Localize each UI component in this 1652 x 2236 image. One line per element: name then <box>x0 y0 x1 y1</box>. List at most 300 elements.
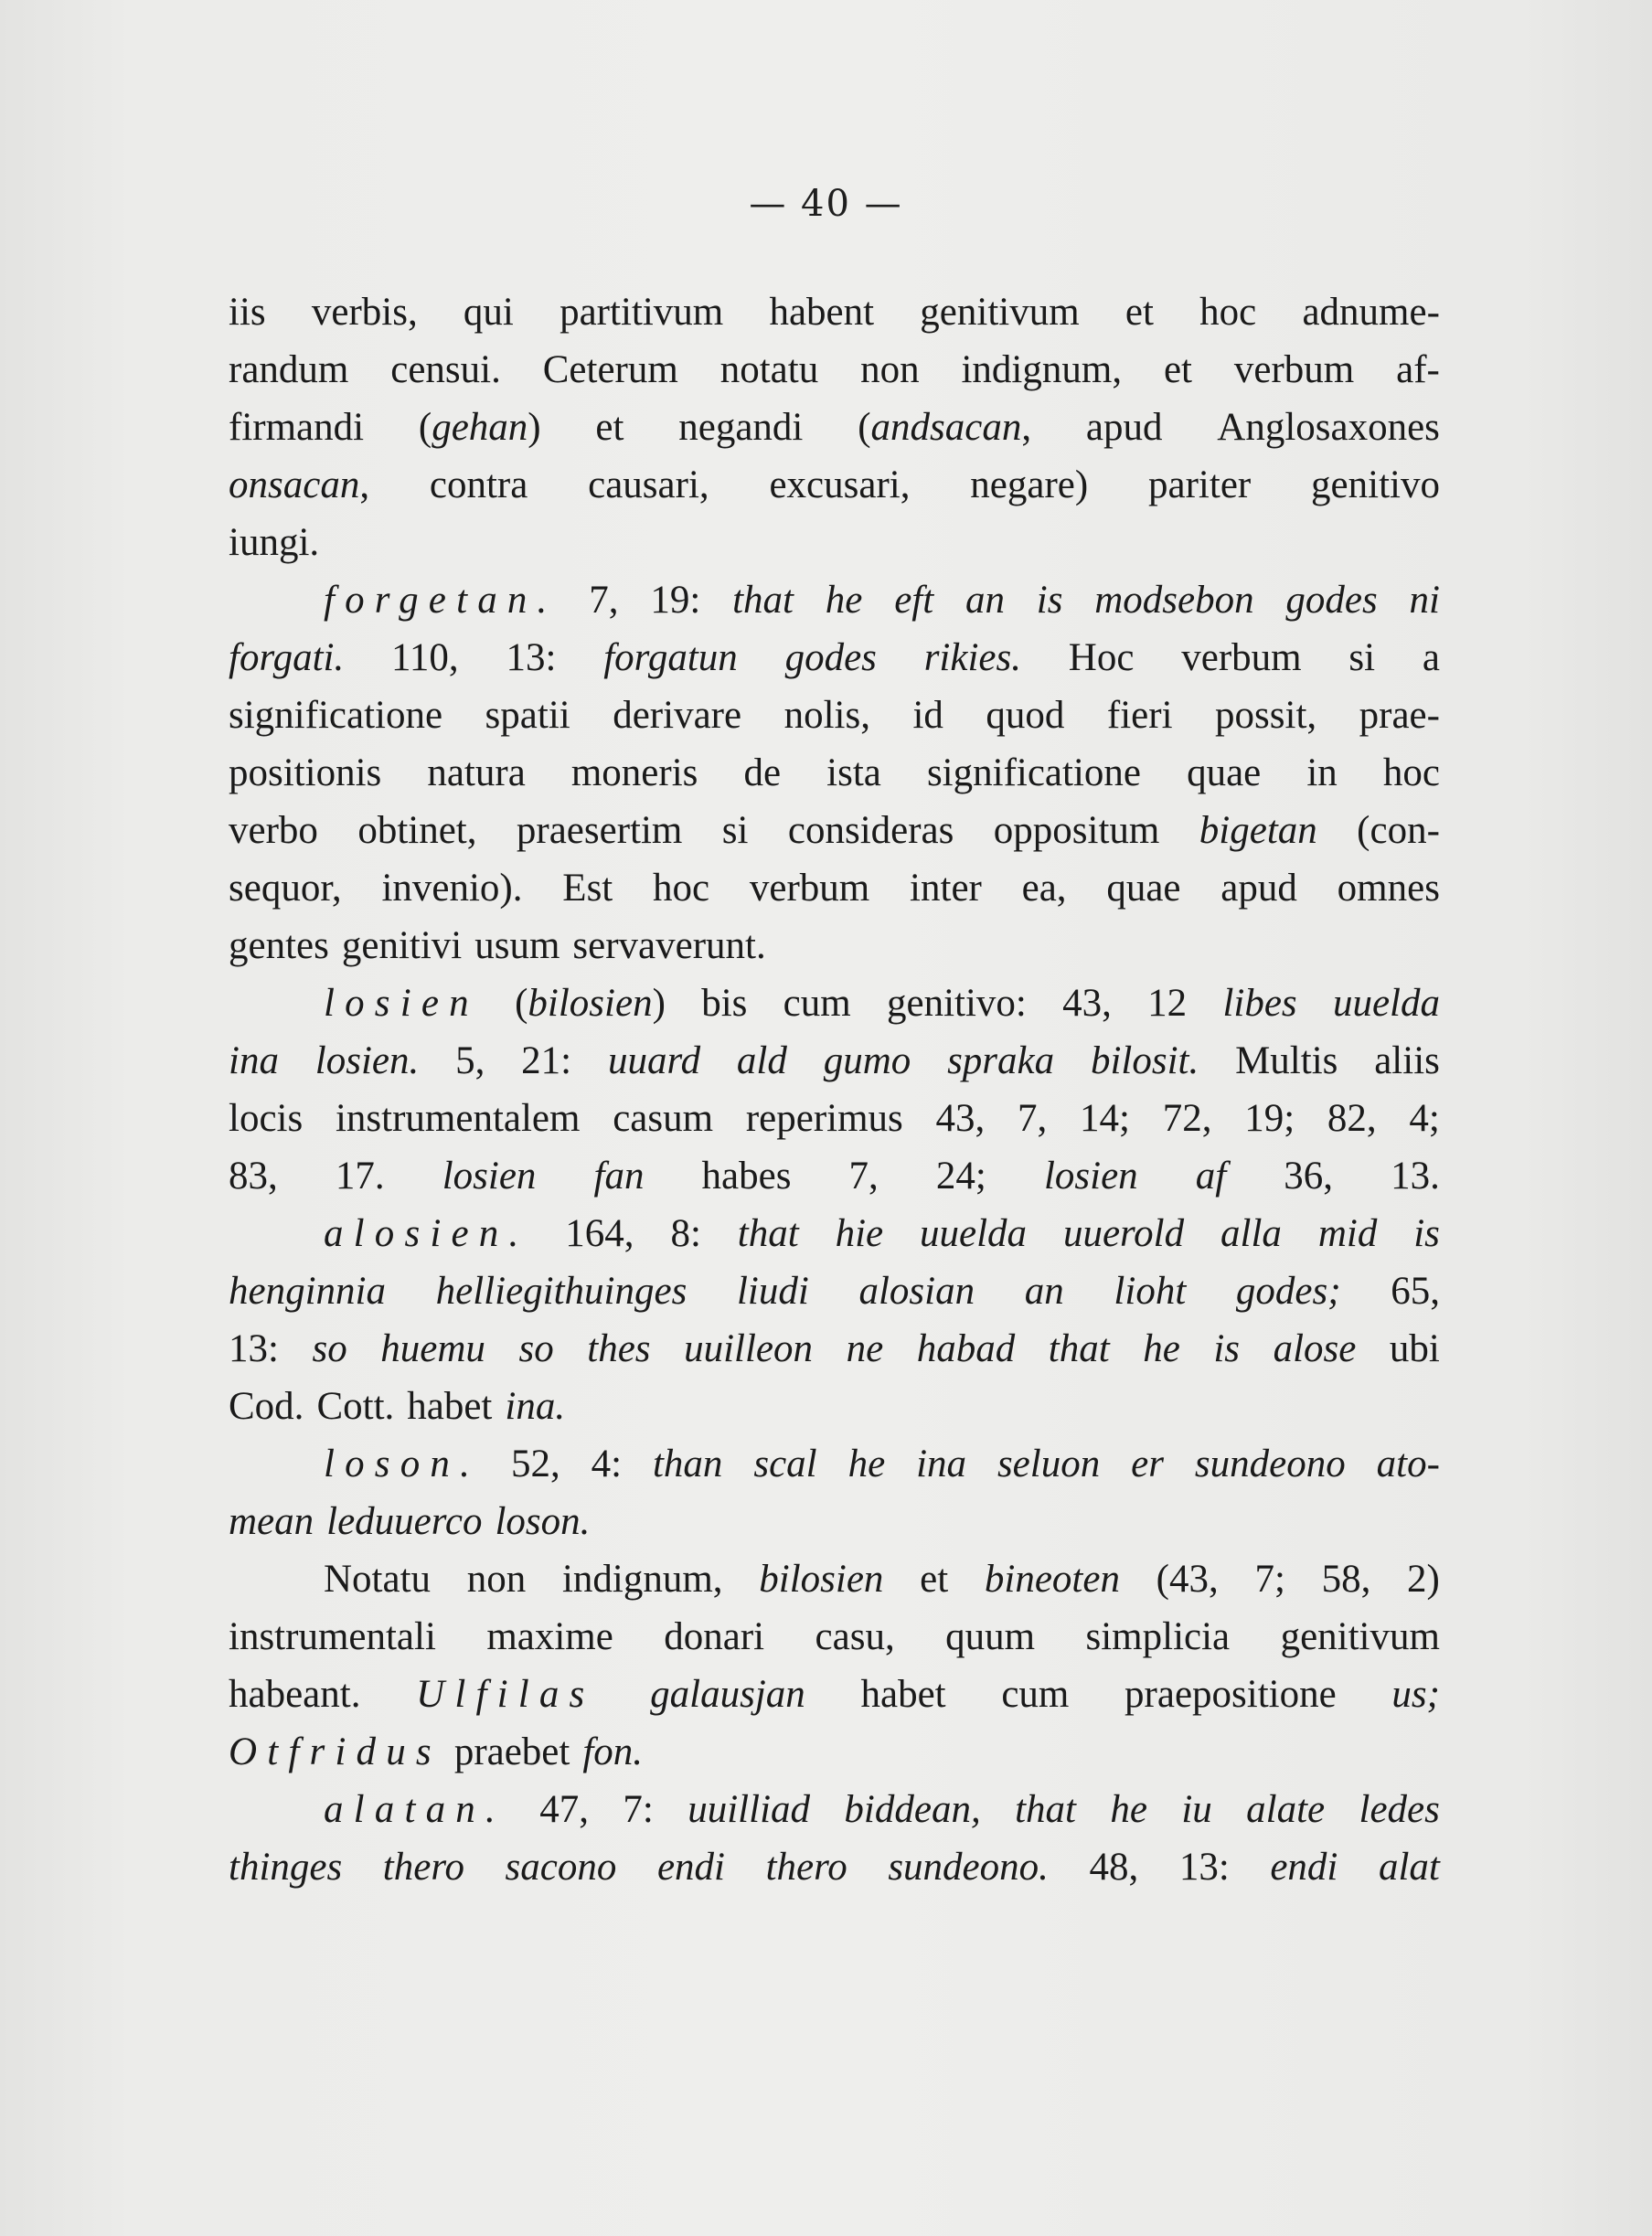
word <box>997 1435 1100 1493</box>
body-text: et <box>920 1558 949 1601</box>
word <box>383 1838 464 1896</box>
word <box>670 1205 700 1262</box>
body-text: 8: <box>670 1212 701 1255</box>
word <box>1195 1435 1346 1493</box>
word <box>860 341 920 399</box>
emphasis-text: alla <box>1220 1212 1282 1255</box>
word <box>970 456 1088 514</box>
body-text: bis <box>701 982 748 1025</box>
emphasis-text: habad <box>916 1327 1016 1370</box>
emphasis-text: iu <box>1181 1788 1212 1831</box>
word <box>539 1781 589 1838</box>
word <box>1179 1838 1230 1896</box>
word <box>965 571 1005 629</box>
body-text: inter <box>910 867 982 910</box>
text-line <box>229 1435 1440 1493</box>
emphasis-text: than <box>652 1443 723 1485</box>
word <box>1143 1320 1180 1378</box>
emphasis-text: is <box>1036 579 1063 622</box>
body-text: , <box>359 463 370 506</box>
body-text: ( <box>858 406 871 449</box>
body-text: 7, <box>1018 1097 1048 1140</box>
word <box>381 859 522 917</box>
body-text: 7: <box>623 1788 654 1831</box>
body-text: habet <box>407 1385 493 1428</box>
word <box>858 1262 975 1320</box>
word <box>769 456 910 514</box>
word <box>1110 1781 1147 1838</box>
text-line <box>229 1378 1440 1435</box>
word <box>1025 1262 1064 1320</box>
word <box>986 687 1064 744</box>
emphasis-text: uuelda <box>920 1212 1028 1255</box>
body-text: a <box>1422 636 1440 679</box>
word <box>229 399 364 456</box>
body-text: genitivo <box>1311 463 1440 506</box>
word <box>229 1666 360 1723</box>
emphasis-text: ledes <box>1359 1788 1440 1831</box>
body-text: gentes <box>229 924 329 967</box>
emphasis-text: liudi <box>736 1270 809 1313</box>
emphasis-text: is <box>1213 1327 1241 1370</box>
emphasis-text: alose <box>1273 1327 1357 1370</box>
word <box>888 1838 1049 1896</box>
body-text: maxime <box>486 1615 613 1658</box>
emphasis-text: godes <box>784 636 877 679</box>
word <box>1235 1032 1338 1090</box>
word <box>419 399 541 456</box>
emphasis-text: seluon <box>997 1443 1101 1485</box>
body-text: invenio). <box>381 867 523 910</box>
word <box>664 1608 764 1666</box>
body-text: negare) <box>970 463 1089 506</box>
word <box>1131 1435 1164 1493</box>
body-text: iis <box>229 291 266 334</box>
word <box>783 974 851 1032</box>
word <box>565 1205 634 1262</box>
body-text: 48, <box>1089 1846 1139 1889</box>
word <box>1423 629 1440 687</box>
text-line <box>229 917 1440 974</box>
word <box>229 1378 304 1435</box>
emphasis-text: an <box>965 579 1005 622</box>
emphasis-text: mid <box>1317 1212 1378 1255</box>
word <box>229 1608 436 1666</box>
emphasis-text: endi <box>1270 1846 1338 1889</box>
emphasis-text: galausjan <box>650 1673 805 1716</box>
word <box>985 1550 1120 1608</box>
word <box>1086 1608 1231 1666</box>
body-text: moneris <box>570 751 698 794</box>
word <box>582 1723 643 1781</box>
word <box>594 1147 645 1205</box>
word <box>1164 341 1192 399</box>
body-text: ) <box>528 406 541 449</box>
body-text: et <box>1124 291 1154 334</box>
word <box>844 1781 980 1838</box>
word <box>1338 859 1440 917</box>
word <box>769 283 874 341</box>
emphasis-text: an <box>1024 1270 1064 1313</box>
body-text: 19; <box>1244 1097 1295 1140</box>
word <box>1379 1838 1440 1896</box>
body-text: natura <box>427 751 526 794</box>
word <box>324 974 479 1032</box>
body-text: genitivo: <box>886 982 1027 1025</box>
text-line <box>229 744 1440 802</box>
emphasis-text: uuard <box>607 1039 701 1082</box>
emphasis-text: uuerold <box>1062 1212 1185 1255</box>
word <box>229 1032 279 1090</box>
body-text: verbum <box>1181 636 1302 679</box>
body-text: aliis <box>1374 1039 1440 1082</box>
body-text: 82, <box>1327 1097 1377 1140</box>
word <box>324 571 558 629</box>
emphasis-text: loson. <box>495 1500 591 1543</box>
word <box>1107 687 1173 744</box>
body-text: 7, <box>589 579 619 622</box>
emphasis-text: ina <box>916 1443 967 1485</box>
word <box>229 687 442 744</box>
word <box>737 1032 787 1090</box>
word <box>824 1032 911 1090</box>
word <box>454 1723 570 1781</box>
word <box>720 341 818 399</box>
body-text: habet <box>860 1673 946 1716</box>
body-text: 12 <box>1147 982 1188 1025</box>
body-text: apud <box>1220 867 1297 910</box>
word <box>1069 629 1135 687</box>
body-text: 7; <box>1254 1558 1285 1601</box>
body-text: positionis <box>229 751 382 794</box>
body-text: ea, <box>1021 867 1067 910</box>
word <box>1390 1320 1440 1378</box>
body-text: 110, <box>391 636 459 679</box>
emphasis-text: thero <box>765 1846 847 1889</box>
word <box>316 1378 394 1435</box>
emphasis-text: sundeono <box>1194 1443 1346 1485</box>
emphasis-text: forgati. <box>229 636 345 679</box>
emphasis-text: modsebon <box>1094 579 1254 622</box>
word <box>1080 1090 1130 1147</box>
word <box>753 1435 816 1493</box>
body-text: omnes <box>1337 867 1440 910</box>
word <box>229 1147 278 1205</box>
emphasis-text: us; <box>1391 1673 1440 1716</box>
word <box>1322 1550 1371 1608</box>
word <box>917 1320 1016 1378</box>
word <box>1318 1205 1378 1262</box>
word <box>324 1781 506 1838</box>
word <box>571 744 698 802</box>
text-line <box>229 1147 1440 1205</box>
emphasis-text: losien <box>442 1155 537 1198</box>
emphasis-text: henginnia <box>229 1270 386 1313</box>
word <box>687 1781 810 1838</box>
body-text: Est <box>562 867 613 910</box>
body-text: si <box>721 809 749 852</box>
word <box>920 1550 948 1608</box>
emphasis-text: alosien. <box>324 1212 529 1255</box>
body-text: servaverunt. <box>572 924 766 967</box>
word <box>517 802 682 859</box>
body-text: casu, <box>815 1615 895 1658</box>
word <box>1407 1550 1440 1608</box>
text-line <box>229 456 1440 514</box>
word <box>1311 456 1440 514</box>
body-text: randum <box>229 348 349 391</box>
word <box>1106 859 1180 917</box>
word <box>1222 974 1296 1032</box>
word <box>357 802 476 859</box>
body-text: 14; <box>1080 1097 1130 1140</box>
text-line <box>229 1262 1440 1320</box>
word <box>562 859 613 917</box>
text-line <box>229 571 1440 629</box>
body-text: instrumentalem <box>335 1097 581 1140</box>
emphasis-text: bineoten <box>984 1558 1120 1601</box>
body-text: (43, <box>1156 1558 1219 1601</box>
word <box>1022 859 1067 917</box>
emphasis-text: ni <box>1409 579 1440 622</box>
word <box>945 1608 1035 1666</box>
word <box>732 571 794 629</box>
word <box>486 1608 613 1666</box>
emphasis-text: he <box>1110 1788 1147 1831</box>
word <box>743 744 781 802</box>
word <box>759 1550 883 1608</box>
emphasis-text: leduuerco <box>326 1500 483 1543</box>
word <box>313 1320 347 1378</box>
body-text: habent <box>769 291 875 334</box>
word <box>380 1320 485 1378</box>
word <box>455 1032 485 1090</box>
word <box>1254 1550 1284 1608</box>
word <box>961 341 1122 399</box>
emphasis-text: fon. <box>582 1730 644 1773</box>
emphasis-text: scal <box>753 1443 817 1485</box>
emphasis-text: andsacan <box>870 406 1022 449</box>
word <box>1244 1090 1295 1147</box>
emphasis-text: that <box>1048 1327 1110 1370</box>
word <box>1327 1090 1377 1147</box>
body-text: quod <box>986 694 1065 737</box>
word <box>1196 1147 1226 1205</box>
word <box>1148 456 1251 514</box>
word <box>436 1262 687 1320</box>
body-text: 58, <box>1321 1558 1371 1601</box>
emphasis-text: helliegithuinges <box>435 1270 687 1313</box>
body-text: ista <box>826 751 881 794</box>
body-text: 13: <box>506 636 557 679</box>
word <box>702 1147 792 1205</box>
word <box>1199 802 1317 859</box>
word <box>390 341 501 399</box>
word <box>229 629 344 687</box>
body-text: notatu <box>719 348 819 391</box>
emphasis-text: thes <box>587 1327 651 1370</box>
body-text: hoc <box>1382 751 1440 794</box>
emphasis-text: ato- <box>1376 1443 1440 1485</box>
body-text: quum <box>945 1615 1036 1658</box>
word <box>229 283 266 341</box>
body-text: fieri <box>1106 694 1173 737</box>
body-text: partitivum <box>560 291 724 334</box>
body-text: ) <box>652 982 666 1025</box>
word <box>738 1205 799 1262</box>
body-text: iungi. <box>229 521 320 564</box>
word <box>229 859 342 917</box>
body-text: oppositum <box>993 809 1160 852</box>
text-line <box>229 1608 1440 1666</box>
body-text: censui. <box>390 348 501 391</box>
body-text: praebet <box>453 1730 570 1773</box>
emphasis-text: uuilleon <box>684 1327 814 1370</box>
body-text: Hoc <box>1068 636 1135 679</box>
body-text: verbis, <box>311 291 418 334</box>
body-text: ( <box>418 406 432 449</box>
body-text: indignum, <box>961 348 1123 391</box>
body-text: 17. <box>335 1155 385 1198</box>
body-text: 52, <box>510 1443 560 1485</box>
word <box>1374 1032 1440 1090</box>
word <box>229 456 369 514</box>
text-line <box>229 1090 1440 1147</box>
word <box>467 1550 527 1608</box>
body-text: 13. <box>1391 1155 1440 1198</box>
word <box>229 1090 303 1147</box>
text-line <box>229 1205 1440 1262</box>
word <box>1391 1147 1440 1205</box>
body-text: verbum <box>1233 348 1355 391</box>
word <box>442 1147 537 1205</box>
word <box>894 571 933 629</box>
emphasis-text: fan <box>593 1155 645 1198</box>
emphasis-text: forgatun <box>603 636 738 679</box>
emphasis-text: libes <box>1222 982 1297 1025</box>
word <box>1234 341 1354 399</box>
page-number: — 40 — <box>749 183 903 225</box>
body-text: non <box>860 348 920 391</box>
word <box>324 1435 480 1493</box>
body-text: (con- <box>1357 809 1440 852</box>
word <box>684 1320 813 1378</box>
emphasis-text: losien <box>1043 1155 1138 1198</box>
word <box>608 1032 700 1090</box>
word <box>1220 859 1297 917</box>
word <box>515 974 666 1032</box>
word <box>1089 1838 1138 1896</box>
emphasis-text: bilosit. <box>1090 1039 1199 1082</box>
text-line <box>229 859 1440 917</box>
body-text: si <box>1348 636 1376 679</box>
body-text: id <box>912 694 943 737</box>
word <box>815 1608 895 1666</box>
word <box>1094 571 1253 629</box>
word <box>1396 341 1440 399</box>
word <box>588 456 709 514</box>
word <box>678 399 803 456</box>
word <box>572 917 765 974</box>
body-text: ( <box>515 982 528 1025</box>
emphasis-text: Otfridus <box>229 1730 442 1773</box>
word <box>784 687 870 744</box>
body-text: 7, <box>848 1155 879 1198</box>
word <box>312 283 418 341</box>
emphasis-text: biddean, <box>844 1788 981 1831</box>
word <box>342 917 462 974</box>
word <box>1124 1666 1337 1723</box>
body-text: 4: <box>591 1443 623 1485</box>
text-line <box>229 974 1440 1032</box>
body-text: genitivum <box>1280 1615 1440 1658</box>
emphasis-text: so <box>518 1327 554 1370</box>
word <box>701 974 747 1032</box>
emphasis-text: sundeono. <box>888 1846 1049 1889</box>
body-text: quae <box>1106 867 1181 910</box>
emphasis-text: bigetan <box>1199 809 1317 852</box>
emphasis-text: thinges <box>229 1846 343 1889</box>
body-text: 13: <box>229 1327 279 1370</box>
word <box>506 629 556 687</box>
word <box>849 1147 879 1205</box>
word <box>1001 1666 1069 1723</box>
emphasis-text: ina <box>229 1039 279 1082</box>
word <box>650 1666 805 1723</box>
body-text: 164, <box>565 1212 634 1255</box>
word <box>543 341 678 399</box>
word <box>315 1032 419 1090</box>
word <box>336 1147 385 1205</box>
word <box>324 1550 431 1608</box>
body-text: genitivum <box>920 291 1080 334</box>
body-text: cum <box>783 982 851 1025</box>
word <box>511 1435 560 1493</box>
word <box>722 802 749 859</box>
body-text: 19: <box>650 579 701 622</box>
body-text: Cod. <box>229 1385 304 1428</box>
body-text: ubi <box>1389 1327 1440 1370</box>
word <box>1236 1262 1341 1320</box>
word <box>1391 1262 1440 1320</box>
body-text: pariter <box>1148 463 1252 506</box>
word <box>1062 974 1112 1032</box>
emphasis-text: that <box>737 1212 799 1255</box>
body-text: praesertim <box>516 809 683 852</box>
word <box>1410 571 1440 629</box>
body-text: et <box>595 406 624 449</box>
word <box>653 1435 722 1493</box>
word <box>1015 1781 1076 1838</box>
body-text: 36, <box>1284 1155 1334 1198</box>
emphasis-text: alatan. <box>324 1788 506 1831</box>
emphasis-text: godes <box>1285 579 1378 622</box>
word <box>836 1205 884 1262</box>
word <box>229 341 348 399</box>
word <box>1114 1262 1186 1320</box>
word <box>1274 1320 1357 1378</box>
word <box>1187 744 1261 802</box>
word <box>920 1205 1027 1262</box>
body-text: 4; <box>1409 1097 1440 1140</box>
emphasis-text: mean <box>229 1500 314 1543</box>
word <box>887 974 1027 1032</box>
body-text: in <box>1306 751 1338 794</box>
word <box>1306 744 1337 802</box>
word <box>1220 1205 1282 1262</box>
emphasis-text: forgetan. <box>324 579 558 622</box>
text-line <box>229 1723 1440 1781</box>
